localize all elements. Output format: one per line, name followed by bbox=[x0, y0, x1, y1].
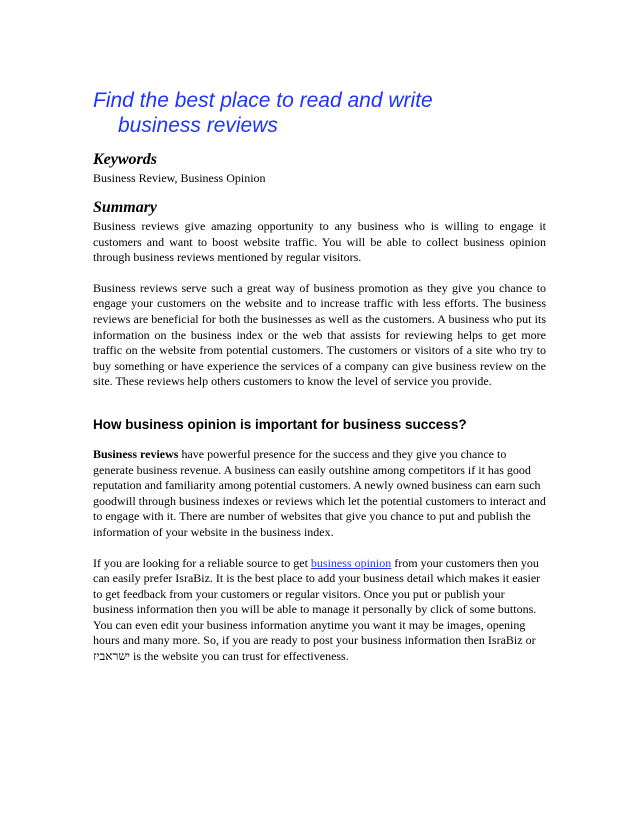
summary-paragraph-2: Business reviews serve such a great way of business promotion as they give you chance to engage your customers on the website and to increase traffic with less efforts. The business reviews are beneficial for both the businesses as well as the customers. A business who put its information on the business index or the web that assists for reviewing helps to get more traffic on the website from potential customers. The customers or visitors of a site who try to buy something or have experience the services of a company can give business review on the site. These reviews help others customers to know the level of service you provide. bbox=[93, 280, 546, 389]
keywords-text: Business Review, Business Opinion bbox=[93, 171, 266, 185]
document-page bbox=[93, 88, 546, 680]
section-heading-business-opinion: How business opinion is important for business success? bbox=[93, 416, 467, 432]
title-line-2: business reviews bbox=[118, 114, 278, 137]
paragraph-1-body: have powerful presence for the success and they give you chance to generate business revenue. A business can easily outshine among competitors if it has good reputation and familiarity among potential customers. A newly owned business can earn such goodwill through business indexes or reviews which let the potential customers to interact and to engage with it. There are number of websites that give you chance to put and publish the information of your website in the business index. bbox=[93, 446, 546, 539]
bold-lead-text: Business reviews bbox=[93, 446, 179, 461]
summary-heading: Summary bbox=[93, 199, 158, 216]
title-line-1: Find the best place to read and write bbox=[93, 89, 433, 112]
business-opinion-paragraph-2 bbox=[93, 556, 546, 665]
summary-paragraph-1: Business reviews give amazing opportunity to any business who is willing to engage it customers and want to boost website traffic. You will be able to collect business opinion through business reviews mentioned by regular visitors. bbox=[93, 219, 546, 265]
paragraph-2-after-link: from your customers then you can easily prefer IsraBiz. It is the best place to add your business detail which makes it easier to get feedback from your customers or regular visitors. Once you put or publish your business information then you will be able to manage it personally by click of some buttons. You can even edit your business information anytime you want it may be images, opening hours and many more. So, if you are ready to post your business information then IsraBiz or ישראביז is the website you can trust for effectiveness. bbox=[93, 555, 541, 664]
business-opinion-link[interactable]: business opinion bbox=[310, 555, 392, 570]
document-title bbox=[93, 88, 546, 138]
paragraph-2-before-link: If you are looking for a reliable source to get bbox=[93, 555, 311, 570]
keywords-heading: Keywords bbox=[93, 151, 157, 168]
business-opinion-paragraph-1 bbox=[93, 447, 546, 541]
